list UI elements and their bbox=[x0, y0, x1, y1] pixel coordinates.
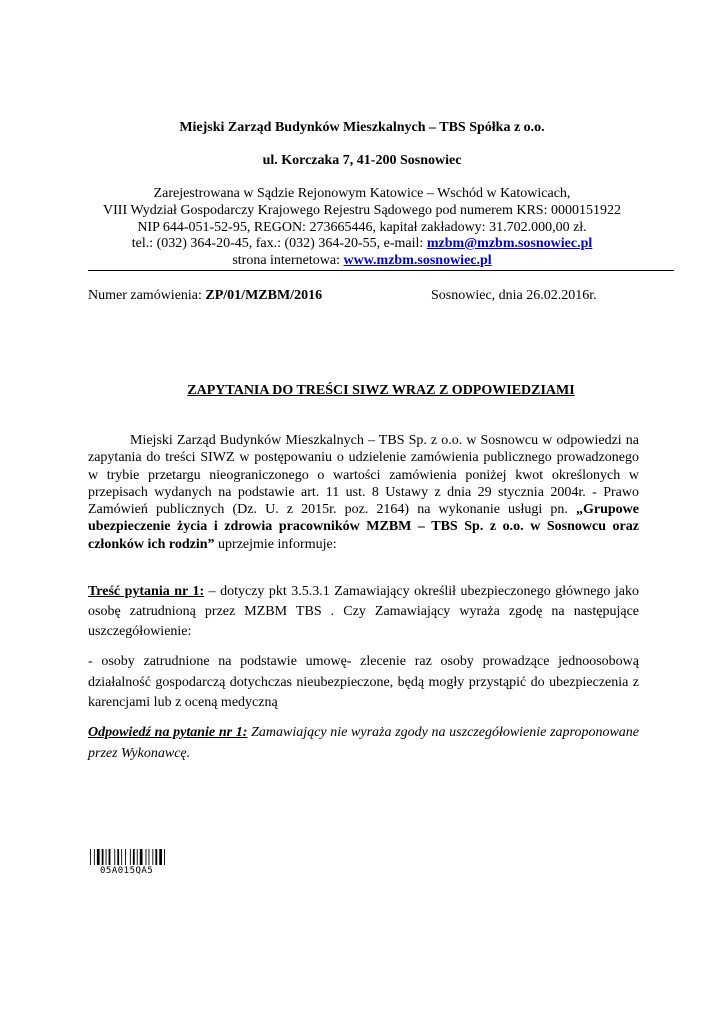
website-link[interactable]: www.mzbm.sosnowiec.pl bbox=[343, 253, 492, 268]
registry-line-1: Zarejestrowana w Sądzie Rejonowym Katowice – Wschód w Katowicach, bbox=[153, 186, 571, 201]
company-address: ul. Korczaka 7, 41-200 Sosnowiec bbox=[262, 153, 462, 168]
document-date: Sosnowiec, dnia 26.02.2016r. bbox=[431, 288, 597, 303]
barcode-text: 05A015QA5 bbox=[100, 866, 154, 876]
order-number-label: Numer zamówienia: bbox=[88, 288, 206, 303]
document-title: ZAPYTANIA DO TREŚCI SIWZ WRAZ Z ODPOWIEDZIAMI bbox=[187, 383, 575, 398]
question-1-label: Treść pytania nr 1: bbox=[88, 584, 205, 599]
contact-line bbox=[60, 235, 664, 252]
website-line bbox=[60, 252, 664, 269]
order-number: ZP/01/MZBM/2016 bbox=[205, 288, 323, 303]
header-divider bbox=[88, 270, 674, 271]
answer-1 bbox=[88, 722, 639, 764]
website-prefix: strona internetowa: bbox=[232, 253, 344, 268]
question-1 bbox=[88, 582, 639, 642]
question-1-text: – dotyczy pkt 3.5.3.1 Zamawiający określił ubezpieczonego głównego jako osobę zatrudnioną przez MZBM TBS . Czy Zamawiający wyraża zgodę na następujące uszczegółowienie: bbox=[88, 584, 640, 639]
email-link[interactable]: mzbm@mzbm.sosnowiec.pl bbox=[426, 236, 593, 251]
company-name: Miejski Zarząd Budynków Mieszkalnych – TBS Spółka z o.o. bbox=[179, 120, 545, 135]
barcode-icon bbox=[90, 849, 192, 865]
intro-paragraph bbox=[88, 432, 639, 553]
answer-1-text: Zamawiający nie wyraża zgody na uszczegółowienie zaproponowane przez Wykonawcę. bbox=[88, 725, 639, 761]
registry-line-3: NIP 644-051-52-95, REGON: 273665446, kapitał zakładowy: 31.702.000,00 zł. bbox=[137, 220, 587, 235]
intro-text: Miejski Zarząd Budynków Mieszkalnych – TBS Sp. z o.o. w Sosnowcu w odpowiedzi na zapytania do treści SIWZ w postępowaniu o udzielenie zamówienia publicznego prowadzonego w trybie przetargu nieograniczonego o wartości zamówienia poniżej kwot określonych w przepisach wydanych na podstawie art. 11 ust. 8 Ustawy z dnia 29 stycznia 2004r. - Prawo Zamówień publicznych (Dz. U. z 2015r. poz. 2164) na wykonanie usługi pn. bbox=[88, 433, 639, 518]
answer-1-label: Odpowiedź na pytanie nr 1: bbox=[88, 725, 248, 740]
service-name: „Grupowe ubezpieczenie życia i zdrowia pracowników MZBM – TBS Sp. z o.o. w Sosnowcu oraz członków ich rodzin” bbox=[88, 502, 639, 552]
order-line bbox=[88, 287, 674, 304]
question-1-list-item: - osoby zatrudnione na podstawie umowę- zlecenie raz osoby prowadzące jednoosobową działalność gospodarczą dotychczas nieubezpieczone, będą mogły przystąpić do ubezpieczenia z karencjami lub z oceną medyczną bbox=[88, 654, 639, 710]
intro-closing: uprzejmie informuje: bbox=[214, 536, 337, 552]
contact-prefix: tel.: (032) 364-20-45, fax.: (032) 364-20-55, e-mail: bbox=[131, 236, 427, 251]
registry-line-2: VIII Wydział Gospodarczy Krajowego Rejestru Sądowego pod numerem KRS: 0000151922 bbox=[103, 203, 621, 218]
